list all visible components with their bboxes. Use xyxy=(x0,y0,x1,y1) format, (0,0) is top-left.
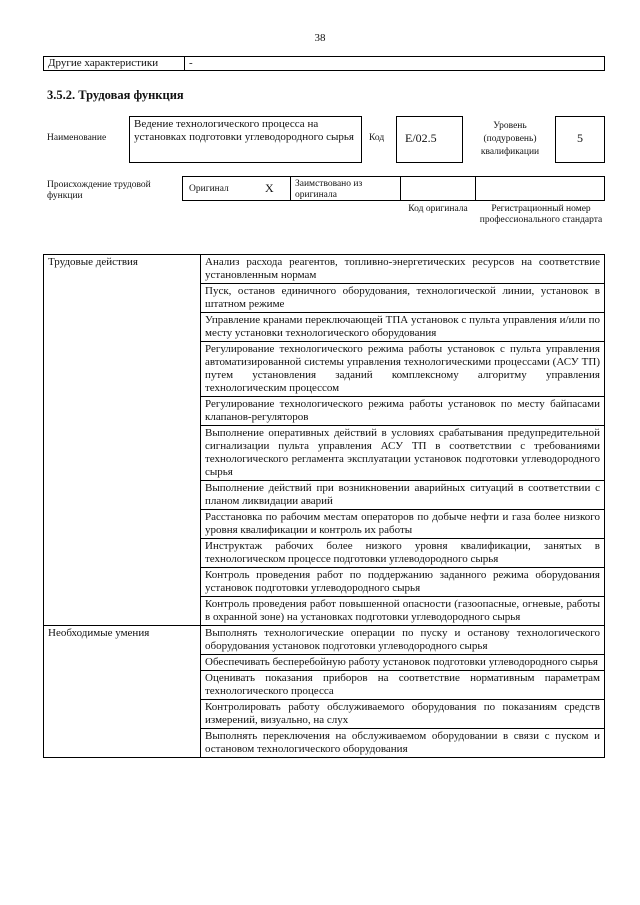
original-mark: X xyxy=(265,181,274,195)
name-value-box xyxy=(129,116,362,163)
labor-action-item: Контроль проведения работ повышенной опасности (газоопасные, огневые, работы в охранной зоне) на установках подготовки углеводородного сырья xyxy=(201,597,605,626)
labor-actions-label: Трудовые действия xyxy=(44,255,201,626)
code-value-box xyxy=(396,116,463,163)
code-label: Код xyxy=(369,133,385,143)
original-code-label: Код оригинала xyxy=(408,204,468,214)
skill-item: Выполнять технологические операции по пуску и останову технологического оборудования установок подготовки углеводородного сырья xyxy=(201,626,605,655)
reg-number-box xyxy=(475,176,605,201)
labor-action-item: Управление кранами переключающей ТПА установок с пульта управления и/или по месту установки технологического оборудования xyxy=(201,313,605,342)
level-value: 5 xyxy=(577,131,583,145)
page-number: 38 xyxy=(314,32,326,44)
labor-action-item: Выполнение действий при возникновении аварийных ситуаций в соответствии с планом ликвидации аварий xyxy=(201,481,605,510)
table-row xyxy=(44,626,605,655)
skill-item: Контролировать работу обслуживаемого оборудования по показаниям средств измерений, визуально, на слух xyxy=(201,700,605,729)
labor-action-item: Анализ расхода реагентов, топливно-энергетических ресурсов на соответствие установленным нормам xyxy=(201,255,605,284)
level-label: Уровень (подуровень) квалификации xyxy=(480,121,540,157)
original-box xyxy=(182,176,291,201)
borrowed-box xyxy=(290,176,401,201)
labor-action-item: Пуск, останов единичного оборудования, технологической линии, установок в штатном режиме xyxy=(201,284,605,313)
labor-action-item: Регулирование технологического режима работы установок с пульта управления автоматизированной системы управления технологическими процессами (АСУ ТП) путем установления заданий комплексному алгоритму управления технологическим процессом xyxy=(201,342,605,397)
borrowed-label: Заимствовано из оригинала xyxy=(295,179,363,200)
skill-item: Выполнять переключения на обслуживаемом оборудовании в связи с пуском и остановом технологического оборудования xyxy=(201,729,605,758)
labor-action-item: Инструктаж рабочих более низкого уровня квалификации, занятых в технологическом процессе подготовки углеводородного сырья xyxy=(201,539,605,568)
skill-item: Оценивать показания приборов на соответствие нормативным параметрам технологического процесса xyxy=(201,671,605,700)
skills-label: Необходимые умения xyxy=(44,626,201,758)
labor-function-table xyxy=(43,254,605,758)
other-characteristics-value: - xyxy=(185,57,605,71)
reg-number-label: Регистрационный номер профессионального стандарта xyxy=(479,204,603,225)
other-characteristics-table xyxy=(43,56,605,71)
name-value: Ведение технологического процесса на установках подготовки углеводородного сырья xyxy=(134,118,354,143)
original-label: Оригинал xyxy=(189,184,229,194)
labor-action-item: Выполнение оперативных действий в условиях срабатывания предупредительной сигнализации пульта управления АСУ ТП в соответствии с требованиями технологического регламента эксплуатации установок подготовки углеводородного сырья xyxy=(201,426,605,481)
level-value-box xyxy=(555,116,605,163)
labor-action-item: Регулирование технологического режима работы установок по месту байпасами клапанов-регуляторов xyxy=(201,397,605,426)
original-code-box xyxy=(400,176,476,201)
code-value: E/02.5 xyxy=(405,131,437,145)
skill-item: Обеспечивать бесперебойную работу установок подготовки углеводородного сырья xyxy=(201,655,605,671)
table-row xyxy=(44,255,605,284)
other-characteristics-label: Другие характеристики xyxy=(44,57,185,71)
labor-action-item: Расстановка по рабочим местам операторов по добыче нефти и газа более низкого уровня квалификации и контроль их работы xyxy=(201,510,605,539)
labor-action-item: Контроль проведения работ по поддержанию заданного режима оборудования установок подготовки углеводородного сырья xyxy=(201,568,605,597)
name-label: Наименование xyxy=(47,133,107,143)
section-title: 3.5.2. Трудовая функция xyxy=(47,88,184,102)
origin-label: Происхождение трудовой функции xyxy=(47,180,151,201)
